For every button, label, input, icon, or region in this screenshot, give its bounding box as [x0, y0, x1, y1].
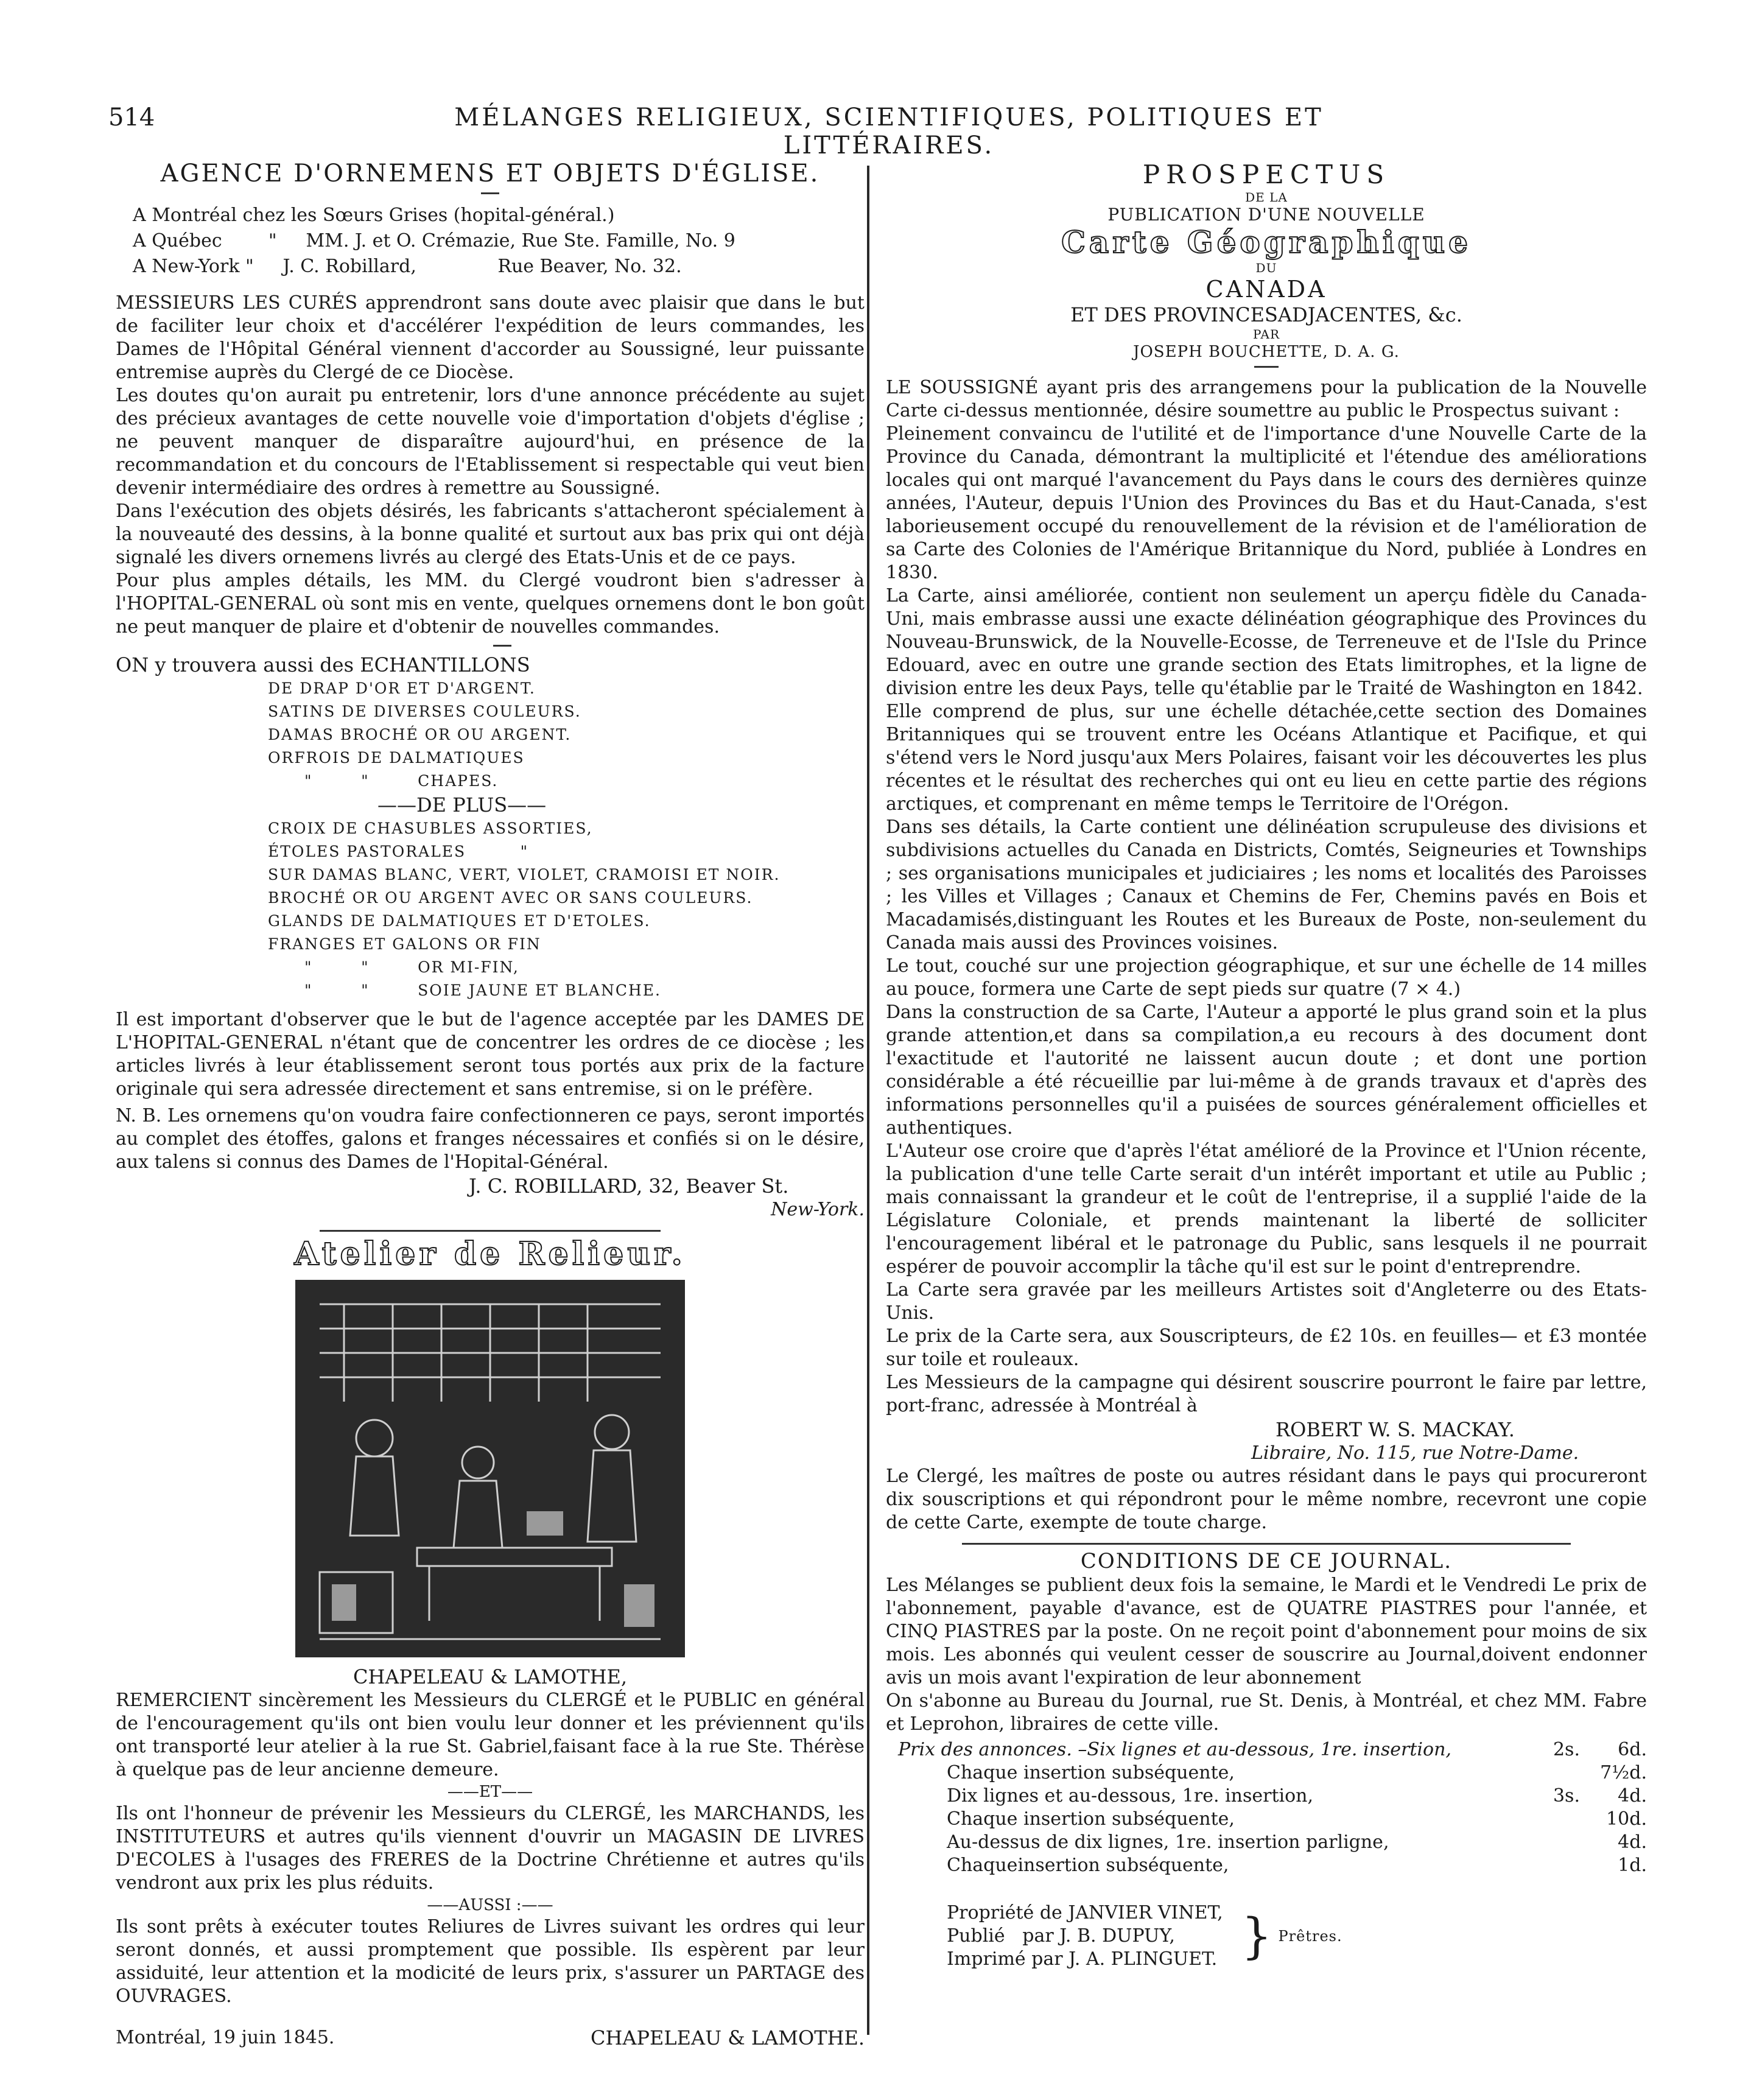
prospectus-paragraph: Dans ses détails, la Carte contient une délinéation scrupuleuse des divisions et subdivisions actuelles du Canada en Districts, Comtés, Seigneuries et Townships ; ses organisations municipales et judiciaires ; les noms et localités des Paroisses ; les Villes et Villages ; Canaux et Chemins de Fer, Chemins pavés en Bois et Macadamisés,distinguant les Routes et les Bureaux de Poste, non-seulement du Canada mais aussi des Provinces voisines.: [886, 816, 1647, 953]
prospectus-paragraph: LE SOUSSIGNÉ ayant pris des arrangemens pour la publication de la Nouvelle Carte ci-dessus mentionnée, désire soumettre au public le Prospectus suivant :: [886, 377, 1647, 421]
agence-paragraph: Dans l'exécution des objets désirés, les fabricants s'attacheront spécialement à la nouveauté des dessins, à la bonne qualité et surtout aux bas prix qui ont déjà signalé les divers ornemens livrés au clergé des Etats-Unis et de ce pays.: [116, 500, 865, 568]
list-item: " " SOIE JAUNE ET BLANCHE.: [304, 982, 661, 999]
prospectus-paragraph: Pleinement convaincu de l'utilité et de l'importance d'une Nouvelle Carte de la Province du Canada, démontrant la multiplicité et l'étendue des améliorations locales qui ont marqué l'avancement du Pays dans le cours des dernières quinze années, l'Auteur, depuis l'Union des Provinces du Bas et du Haut-Canada, s'est laborieusement occupé du renouvellement de la révision et de l'amélioration de sa Carte des Colonies de l'Amérique Britannique du Nord, publiée à Londres en 1830.: [886, 423, 1647, 583]
agence-paragraph: Les doutes qu'on aurait pu entretenir, lors d'une annonce précédente au sujet des précieux avantages de cette nouvelle voie d'importation d'objets d'église ; ne peuvent manquer de disparaître aujourd'hui, en présence de la recommandation et du concours de l'Etablissement si respectable qui veut bien devenir intermédiaire des ordres à remettre au Soussigné.: [116, 385, 865, 499]
imprint-block: [947, 1902, 1647, 1971]
rate-row: Au-dessus de dix lignes, 1re. insertion parligne, 4d.: [947, 1831, 1647, 1853]
list-item: SUR DAMAS BLANC, VERT, VIOLET, CRAMOISI ET NOIR.: [268, 866, 781, 883]
imprint-pretres: Prêtres.: [1278, 1928, 1342, 1945]
rate-row: Dix lignes et au-dessous, 1re. insertion, 3s. 4d.: [947, 1785, 1647, 1807]
section-dash: [493, 645, 511, 647]
mackay-address: Libraire, No. 115, rue Notre-Dame.: [1251, 1442, 1579, 1464]
list-item: " " CHAPES.: [304, 772, 499, 790]
mackay-signature: ROBERT W. S. MACKAY.: [1276, 1418, 1515, 1441]
prospectus-par: PAR: [1252, 327, 1280, 342]
important-paragraph: Il est important d'observer que le but de l'agence acceptée par les DAMES DE L'HOPITAL-GENERAL n'étant que de concentrer les ordres de ce diocèse ; les articles livrés à leur établissement seront tous portés aux prix de la facture originale qui sera adressée directement et sans entremise, si on le préfère.: [116, 1009, 865, 1100]
page-number: 514: [108, 104, 155, 132]
list-item: SATINS DE DIVERSES COULEURS.: [268, 703, 581, 720]
prospectus-paragraph: La Carte sera gravée par les meilleurs Artistes soit d'Angleterre ou des Etats-Unis.: [886, 1279, 1647, 1324]
woodcut-illustration: [295, 1280, 685, 1657]
imprint-line: Propriété de JANVIER VINET,: [947, 1902, 1223, 1923]
prospectus-paragraph: Dans la construction de sa Carte, l'Auteur a apporté le plus grand soin et la plus grande attention,et dans sa compilation,a eu recours à des document dont l'exactitude et l'autorité ne laissent aucun doute ; et dont une portion considérable a été récueillie par lui-même à de grands travaux et d'après des informations personnelles qu'il a puisées de sources généralement officielles et authentiques.: [886, 1002, 1647, 1139]
nb-paragraph: N. B. Les ornemens qu'on voudra faire confectionneren ce pays, seront importés au complet des étoffes, galons et franges nécessaires et confiés si on le désire, aux talens si connus des Dames de l'Hopital-Général.: [116, 1105, 865, 1173]
prospectus-du: DU: [1255, 261, 1277, 275]
atelier-paragraph-3: Ils sont prêts à exécuter toutes Reliures de Livres suivant les ordres qui leur seront donnés, et aussi promptement que possible. Ils espèrent par leur assiduité, leur attention et la modicité de leurs prix, s'assurer un PARTAGE des OUVRAGES.: [116, 1916, 865, 2007]
list-item: CROIX DE CHASUBLES ASSORTIES,: [268, 820, 593, 837]
left-column: [116, 160, 865, 2049]
title-dash: [481, 192, 499, 194]
list-item: FRANGES ET GALONS OR FIN: [268, 935, 541, 953]
conditions-paragraph-1: Les Mélanges se publient deux fois la semaine, le Mardi et le Vendredi Le prix de l'abonnement, payable d'avance, est de QUATRE PIASTRES pour l'année, et CINQ PIASTRES par la poste. On ne reçoit point d'abonnement pour moins de six mois. Les abonnés qui veulent cesser de souscrire au Journal,doivent endonner avis un mois avant l'expiration de leur abonnement: [886, 1575, 1647, 1688]
prospectus-final: Le Clergé, les maîtres de poste ou autres résidant dans le pays qui procureront dix souscriptions et qui répondront pour le même nombre, recevront une copie de cette Carte, exempte de toute charge.: [886, 1466, 1647, 1533]
echantillons-list: [268, 677, 865, 793]
prospectus-body: [886, 376, 1647, 1417]
prospectus-dash: [1254, 366, 1279, 368]
conditions-title: CONDITIONS DE CE JOURNAL.: [1080, 1549, 1453, 1573]
column-divider: [867, 166, 869, 2035]
bookbinder-woodcut: [295, 1280, 685, 1657]
list-item: ORFROIS DE DALMATIQUES: [268, 749, 525, 767]
de-plus-list: [268, 817, 865, 1002]
atelier-title: Atelier de Relieur.: [294, 1235, 686, 1273]
imprint-brace: }: [1241, 1908, 1272, 1964]
page-header: [0, 104, 1737, 160]
prospectus-paragraph: L'Auteur ose croire que d'après l'état amélioré de la Province et l'Union récente, la publication d'une telle Carte serait d'un intérêt important et utile au Public ; mais connaissant la grandeur et le coût de l'entreprise, il a supplié l'aide de la Législature Coloniale, et prends maintenant la liberté de solliciter l'encouragement libéral et le patronage du Public, sans lesquels il ne pourrait espérer de pouvoir accomplir la tâche qu'il est sur le point d'entreprendre.: [886, 1140, 1647, 1277]
advertising-rates: [898, 1738, 1647, 1877]
rate-row: Chaque insertion subséquente, 10d.: [947, 1808, 1647, 1830]
atelier-date: Montréal, 19 juin 1845.: [116, 2027, 335, 2048]
imprint-line: Imprimé par J. A. PLINGUET.: [947, 1948, 1218, 1970]
atelier-paragraph-2: Ils ont l'honneur de prévenir les Messieurs du CLERGÉ, les MARCHANDS, les INSTITUTEURS et autres qu'ils viennent d'ouvrir un MAGASIN DE LIVRES D'ECOLES à l'usages des FRERES de la Doctrine Chrétienne et autres qu'ils vendront aux prix les plus réduits.: [116, 1803, 865, 1894]
prospectus-paragraph: Le tout, couché sur une projection géographique, et sur une échelle de 14 milles au pouce, formera une Carte de sept pieds sur quatre (7 × 4.): [886, 955, 1647, 1000]
agence-body: [116, 292, 865, 639]
de-plus-heading: ——DE PLUS——: [377, 793, 547, 816]
et-separator: ——ET——: [447, 1783, 533, 1801]
prospectus-publication: PUBLICATION D'UNE NOUVELLE: [1107, 205, 1425, 225]
agence-title: AGENCE D'ORNEMENS ET OBJETS D'ÉGLISE.: [160, 160, 820, 188]
prospectus-paragraph: Les Messieurs de la campagne qui désirent souscrire pourront le faire par lettre, port-franc, adressée à Montréal à: [886, 1372, 1647, 1416]
address-new-york: A New-York " J. C. Robillard, Rue Beaver, No. 32.: [133, 256, 682, 277]
atelier-signature: CHAPELEAU & LAMOTHE.: [590, 2026, 865, 2049]
rate-row: Chaque insertion subséquente, 7½d.: [947, 1762, 1647, 1783]
agence-paragraph: MESSIEURS LES CURÉS apprendront sans doute avec plaisir que dans le but de faciliter leur choix et d'accélérer l'expédition de leurs commandes, les Dames de l'Hôpital Général viennent d'accorder au Soussigné, leur puissante entremise auprès du Clergé de ce Diocèse.: [116, 292, 865, 383]
prospectus-carte: Carte Géographique: [1061, 224, 1472, 260]
address-quebec: A Québec " MM. J. et O. Crémazie, Rue Ste. Famille, No. 9: [133, 230, 735, 251]
right-column: [886, 160, 1647, 1971]
running-head: MÉLANGES RELIGIEUX, SCIENTIFIQUES, POLITIQUES ET LITTÉRAIRES.: [454, 104, 1324, 160]
prospectus-canada: CANADA: [1205, 276, 1327, 303]
list-item: GLANDS DE DALMATIQUES ET D'ETOLES.: [268, 912, 651, 930]
imprint-line: Publié par J. B. DUPUY,: [947, 1925, 1175, 1947]
robillard-place: New-York.: [771, 1199, 865, 1220]
rate-row: Chaqueinsertion subséquente, 1d.: [947, 1855, 1647, 1876]
atelier-firm: CHAPELEAU & LAMOTHE,: [353, 1665, 628, 1688]
prospectus-paragraph: La Carte, ainsi améliorée, contient non seulement un aperçu fidèle du Canada-Uni, mais embrasse aussi une exacte délinéation géographique des Provinces du Nouveau-Brunswick, de la Nouvelle-Ecosse, de Terreneuve et de l'Isle du Prince Edouard, avec en outre une grande section des Etats limitrophes, et la ligne de division entre les deux Pays, telle qu'établie par le Traité de Washington en 1842.: [886, 585, 1647, 699]
prospectus-paragraph: Elle comprend de plus, sur une échelle détachée,cette section des Domaines Britanniques qui se trouvent entre les Océans Atlantique et Pacifique, et qui s'étend vers le Nord jusqu'aux Mers Polaires, faisant voir les découvertes les plus récentes et le résultat des recherches qui ont eu lieu en cette partie des régions arctiques, et comprenant en même temps le Territoire de l'Orégon.: [886, 701, 1647, 815]
atelier-rule: [320, 1230, 661, 1232]
list-item: " " OR MI-FIN,: [304, 958, 519, 976]
echantillons-intro: ON y trouvera aussi des ECHANTILLONS: [116, 653, 530, 676]
list-item: DE DRAP D'OR ET D'ARGENT.: [268, 680, 536, 697]
conditions-rule: [962, 1543, 1571, 1545]
agence-addresses: [133, 203, 865, 279]
prospectus-paragraph: Le prix de la Carte sera, aux Souscripteurs, de £2 10s. en feuilles— et £3 montée sur toile et rouleaux.: [886, 1326, 1647, 1370]
prospectus-provinces: ET DES PROVINCESADJACENTES, &c.: [1070, 303, 1462, 326]
atelier-footer: [116, 2015, 865, 2049]
agence-paragraph: Pour plus amples détails, les MM. du Clergé voudront bien s'adresser à l'HOPITAL-GENERAL où sont mis en vente, quelques ornemens dont le bon goût ne peut manquer de plaire et d'obtenir de nouvelles commandes.: [116, 570, 865, 637]
robillard-signature: J. C. ROBILLARD, 32, Beaver St.: [469, 1175, 789, 1198]
address-montreal: A Montréal chez les Sœurs Grises (hopital-général.): [133, 205, 615, 226]
list-item: ÉTOLES PASTORALES ": [268, 843, 529, 860]
prospectus-de-la: DE LA: [1245, 190, 1288, 205]
conditions-paragraph-2: On s'abonne au Bureau du Journal, rue St. Denis, à Montréal, et chez MM. Fabre et Leprohon, libraires de cette ville.: [886, 1690, 1647, 1735]
prospectus-title: PROSPECTUS: [1142, 160, 1391, 189]
imprint-lines: [947, 1902, 1223, 1971]
atelier-paragraph-1: REMERCIENT sincèrement les Messieurs du CLERGÉ et le PUBLIC en général de l'encouragement qu'ils ont bien voulu leur donner et les préviennent qu'ils ont transporté leur atelier à la rue St. Gabriel,faisant face à la rue Ste. Thérèse à quelque pas de leur ancienne demeure.: [116, 1690, 865, 1780]
prospectus-author: JOSEPH BOUCHETTE, D. A. G.: [1133, 343, 1400, 361]
aussi-separator: ——AUSSI :——: [427, 1896, 553, 1914]
rate-row: Prix des annonces. –Six lignes et au-dessous, 1re. insertion, 2s. 6d.: [898, 1739, 1647, 1760]
list-item: DAMAS BROCHÉ OR OU ARGENT.: [268, 726, 572, 743]
list-item: BROCHÉ OR OU ARGENT AVEC OR SANS COULEURS.: [268, 889, 753, 907]
